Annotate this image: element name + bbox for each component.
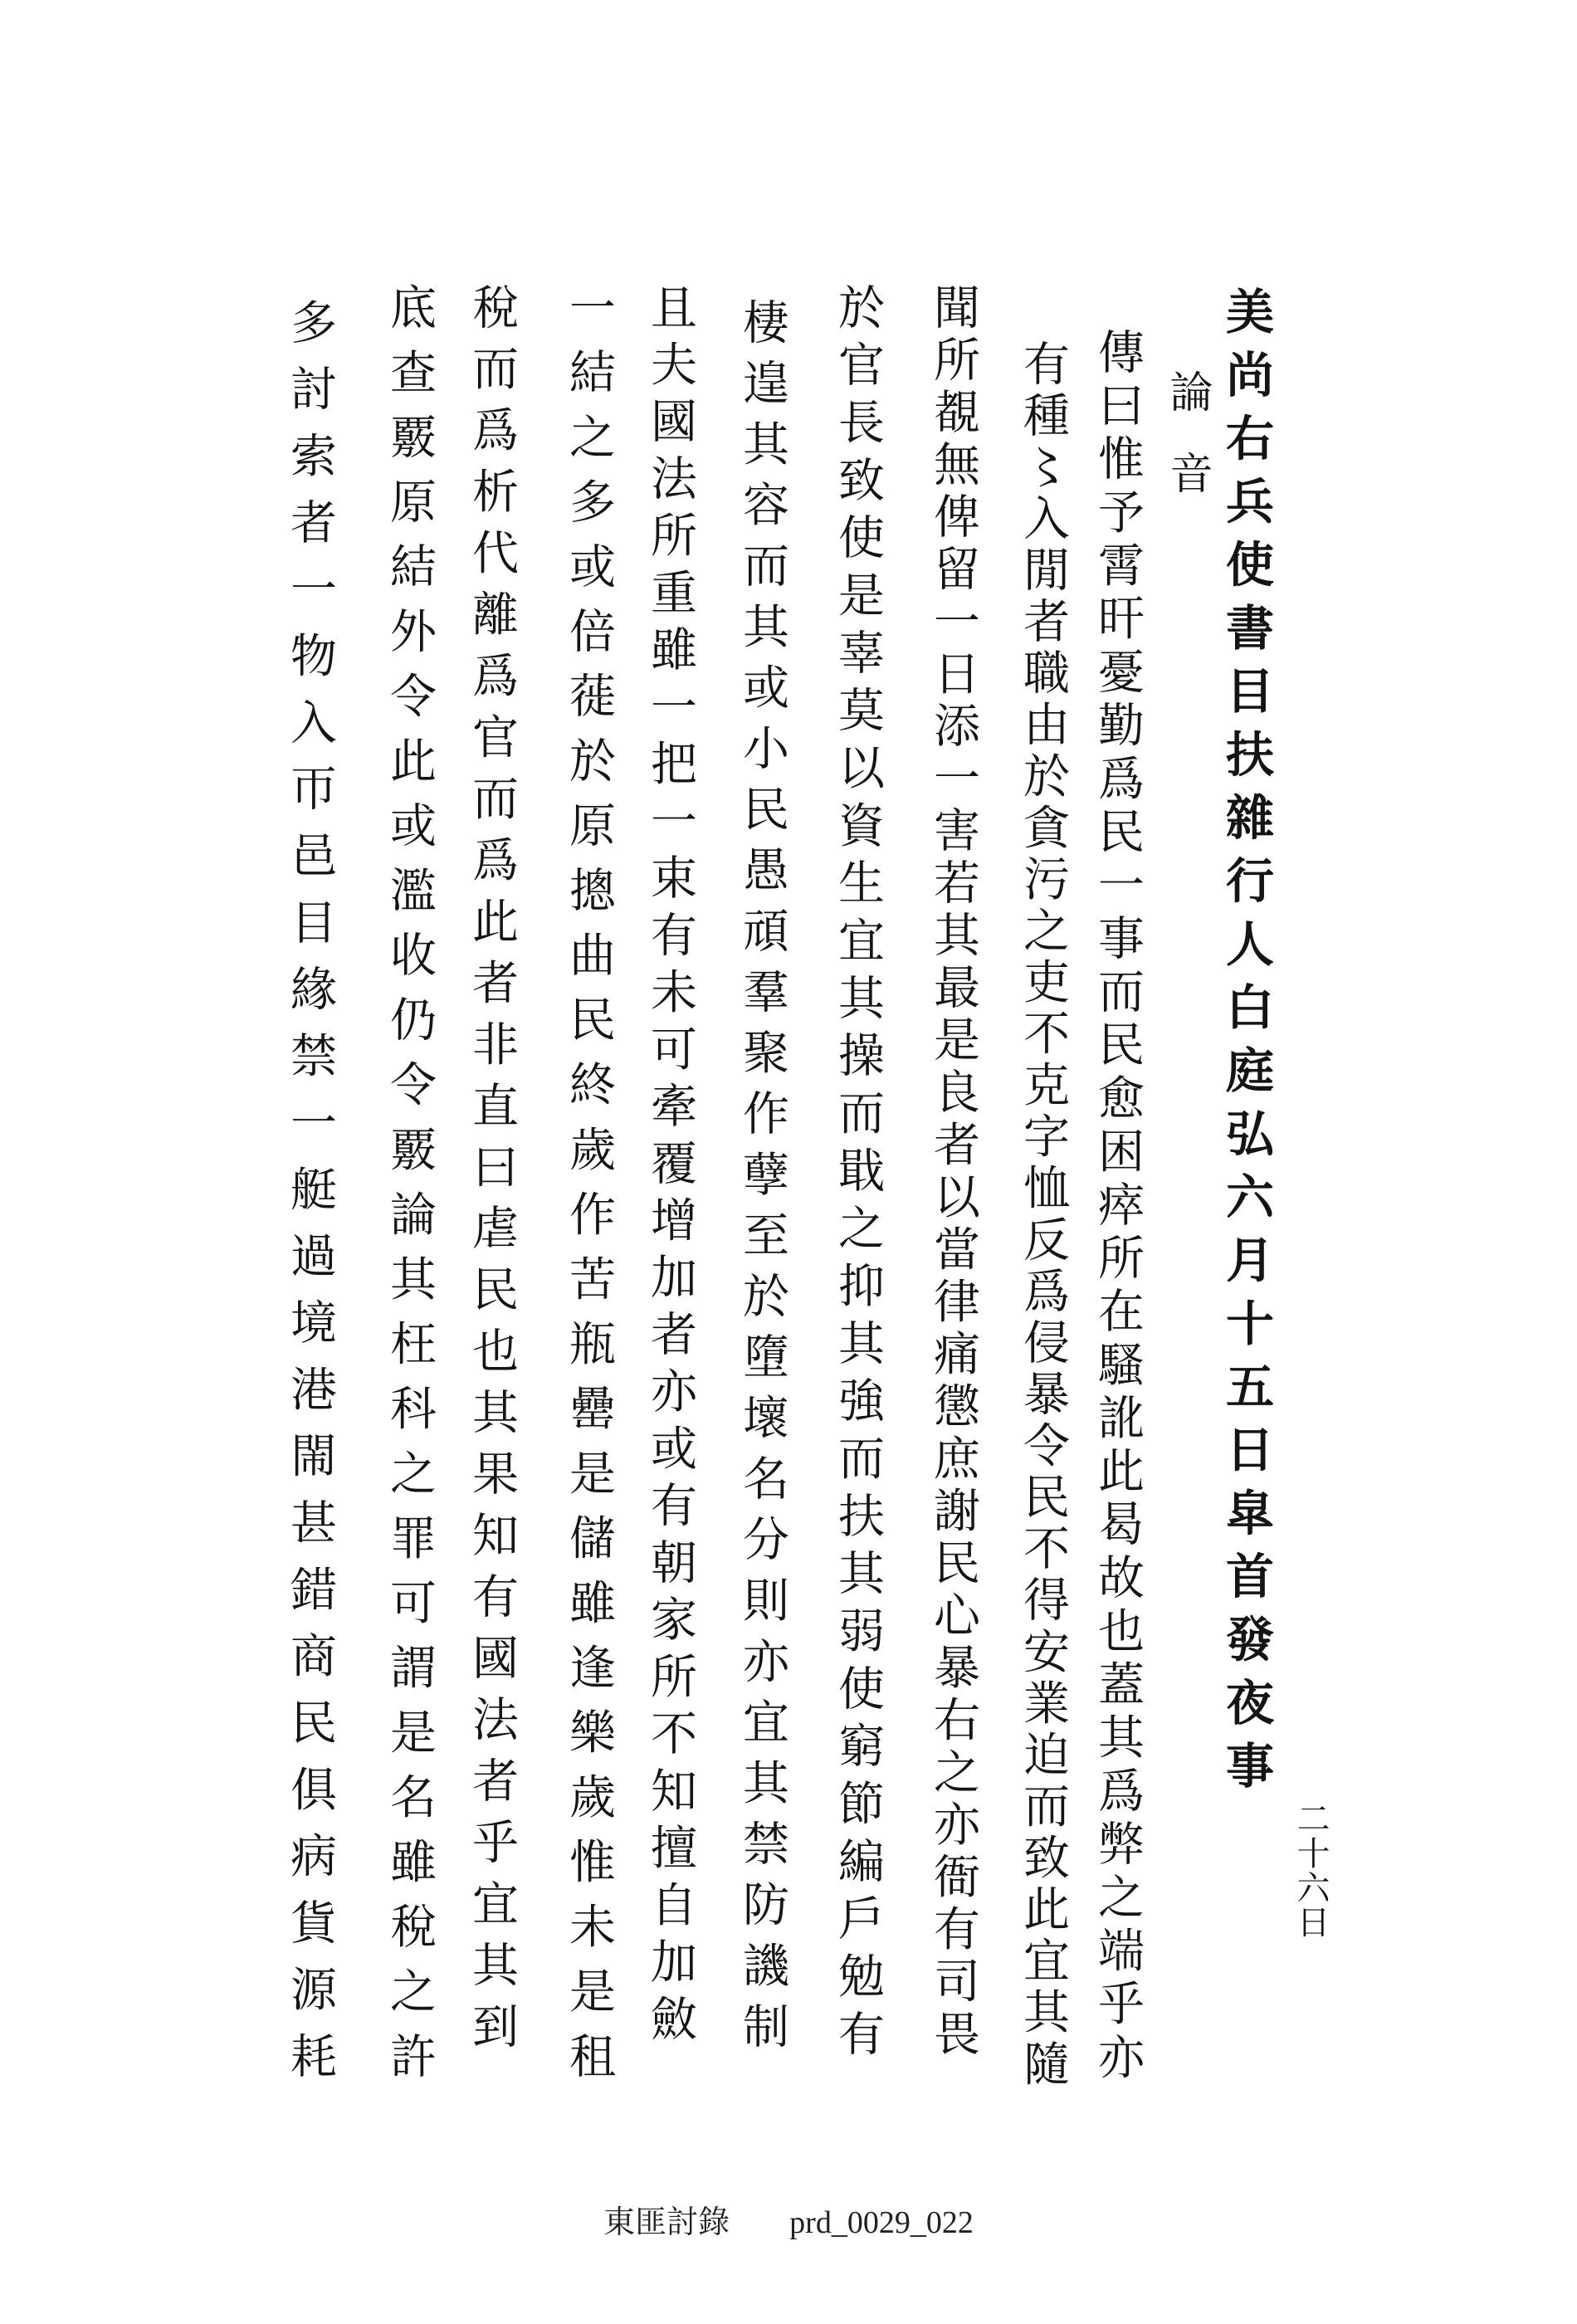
text-column: 棲遑其容而其或小民愚頑羣聚作孽至於墮壞名分則亦宜其禁防譏制 [735, 298, 789, 2048]
header-line: 美尚右兵使書目扶雜行人白庭弘六月十五日皐首發夜事 [1218, 286, 1274, 1789]
text-column: 多討索者一物入帀邑目緣禁一艇過境港閙甚錯商民俱病貨源耗 [283, 298, 337, 2078]
text-column: 有種〻入閒者職由於貪污之吏不克字恤反爲侵暴令民不得安業迫而致此宜其隨 [1016, 339, 1070, 2086]
text-column: 且夫國法所重雖一把一束有未可牽覆增加者亦或有朝家所不知擅自加斂 [643, 283, 697, 2041]
footer-page-id: prd_0029_022 [789, 2205, 974, 2240]
text-column: 聞所覩無俾留一日添一害若其最是良者以當律痛懲庶謝民心暴右之亦衙有司畏 [926, 283, 980, 2056]
date-note: 二十六日 [1291, 1801, 1330, 1938]
text-column: 一結之多或倍蓰於原摠曲民終歲作苦瓶罍是儲雖逢樂歲惟未是租 [562, 283, 616, 2078]
text-column: 傳曰惟予霄旰憂勤爲民一事而民愈困瘁所在騷訛此曷故也蓋其爲弊之端乎亦 [1091, 328, 1145, 2079]
text-column: 底查覈原結外令此或濫收仍令覈論其枉科之罪可謂是名雖稅之許 [383, 283, 437, 2078]
text-column: 於官長致使是辜莫以資生宜其操而戢之抑其強而扶其弱使窮節編戶勉有 [831, 283, 885, 2056]
section-heading: 論音 [1162, 369, 1212, 494]
page-footer [0, 2201, 1577, 2243]
footer-book-title: 東匪討錄 [603, 2204, 730, 2240]
text-column: 稅而爲析代離爲官而爲此者非直曰虐民也其果知有國法者乎宜其到 [465, 283, 519, 2048]
